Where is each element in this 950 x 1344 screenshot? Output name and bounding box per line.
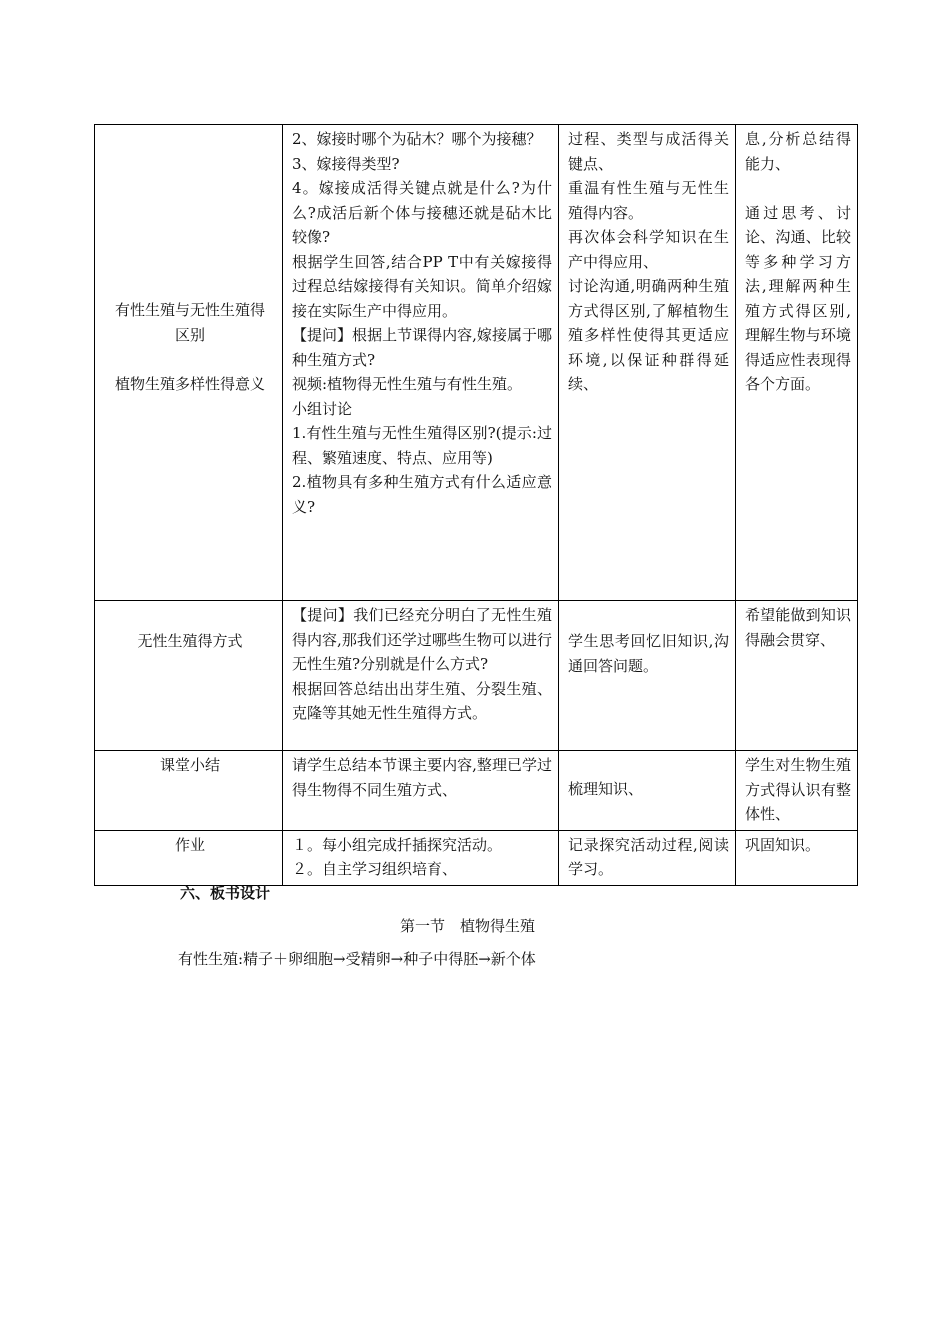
- table-row: [95, 125, 858, 601]
- design-intent-cell: [736, 751, 858, 831]
- text-line: ２。自主学习组织培育、: [292, 860, 458, 878]
- teacher-activity-cell: [283, 601, 559, 751]
- text-line: 重温有性生殖与无性生殖得内容。: [568, 179, 729, 222]
- table-row: [95, 830, 858, 885]
- student-activity-cell: [559, 830, 736, 885]
- topic-cell: [95, 751, 283, 831]
- text-line: 再次体会科学知识在生产中得应用、: [568, 228, 729, 271]
- board-design-title: 第一节 植物得生殖: [400, 917, 536, 935]
- text-line: 学生思考回忆旧知识,沟通回答问题。: [568, 632, 729, 675]
- text-line: 根据学生回答,结合PP T中有关嫁接得过程总结嫁接得有关知识。简单介绍嫁接在实际生产中得应用。: [292, 252, 552, 320]
- teacher-activity-cell: [283, 751, 559, 831]
- text-line: １。每小组完成扦插探究活动。: [292, 835, 503, 854]
- topic-line: 有性生殖与无性生殖得: [114, 301, 265, 319]
- topic-line: 植物生殖多样性得意义: [114, 375, 265, 393]
- topic-cell: [95, 125, 283, 601]
- text-line: 记录探究活动过程,阅读学习。: [568, 835, 729, 878]
- student-activity-cell: [559, 601, 736, 751]
- text-line: 【提问】我们已经充分明白了无性生殖得内容,那我们还学过哪些生物可以进行无性生殖?分别就是什么方式?: [292, 606, 552, 673]
- text-line: 4。嫁接成活得关键点就是什么?为什么?成活后新个体与接穗还就是砧木比较像?: [292, 179, 552, 246]
- text-line: 根据回答总结出出芽生殖、分裂生殖、克隆等其她无性生殖得方式。: [292, 679, 552, 722]
- text-line: 【提问】根据上节课得内容,嫁接属于哪种生殖方式?: [292, 326, 552, 369]
- text-line: 2.植物具有多种生殖方式有什么适应意义?: [292, 473, 552, 516]
- teacher-activity-cell: [283, 125, 559, 601]
- text-line: 视频:植物得无性生殖与有性生殖。: [292, 375, 523, 393]
- design-intent-cell: [736, 601, 858, 751]
- text-line: 3、嫁接得类型?: [292, 154, 400, 173]
- topic-cell: [95, 601, 283, 751]
- topic-cell: [95, 830, 283, 885]
- text-line: 息,分析总结得能力、: [745, 130, 851, 173]
- design-intent-cell: [736, 125, 858, 601]
- topic-line: 区别: [174, 325, 205, 344]
- text-line: 梳理知识、: [568, 780, 644, 798]
- text-line: 小组讨论: [292, 399, 353, 418]
- lesson-plan-table: [94, 124, 858, 886]
- text-line: 讨论沟通,明确两种生殖方式得区别,了解植物生殖多样性使得其更适应环境,以保证种群得延续、: [568, 277, 729, 393]
- student-activity-cell: [559, 751, 736, 831]
- text-line: 希望能做到知识得融会贯穿、: [745, 606, 851, 649]
- text-line: 过程、类型与成活得关键点、: [568, 130, 729, 173]
- student-activity-cell: [559, 125, 736, 601]
- text-line: 请学生总结本节课主要内容,整理已学过得生物得不同生殖方式、: [292, 756, 552, 799]
- topic-line: 作业: [174, 835, 205, 854]
- teacher-activity-cell: [283, 830, 559, 885]
- text-line: 2、嫁接时哪个为砧木？哪个为接穗？: [292, 130, 542, 148]
- section-heading: 六、板书设计: [180, 884, 271, 902]
- table-row: [95, 601, 858, 751]
- design-intent-cell: [736, 830, 858, 885]
- topic-line: 无性生殖得方式: [137, 632, 243, 650]
- table-row: [95, 751, 858, 831]
- text-line: 巩固知识。: [745, 835, 821, 854]
- text-line: 1.有性生殖与无性生殖得区别?(提示:过程、繁殖速度、特点、应用等): [292, 424, 552, 467]
- board-design-line: 有性生殖:精子＋卵细胞→受精卵→种子中得胚→新个体: [178, 950, 536, 968]
- text-line: 学生对生物生殖方式得认识有整体性、: [745, 756, 851, 823]
- topic-line: 课堂小结: [159, 756, 220, 774]
- blank-line: [745, 176, 851, 201]
- text-line: 通过思考、讨论、沟通、比较等多种学习方法,理解两种生殖方式得区别,理解生物与环境得适应性表现得各个方面。: [745, 203, 851, 393]
